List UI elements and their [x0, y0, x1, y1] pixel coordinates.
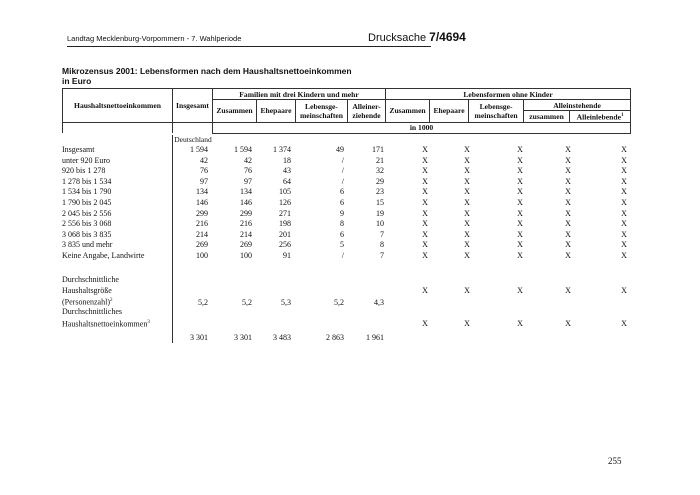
x-cell: X — [565, 229, 571, 239]
table-cell: 9 — [340, 208, 344, 218]
avg-income-label: Haushaltsnettoeinkommen$^3$ — [62, 319, 150, 329]
table-cell: 198 — [279, 219, 291, 229]
row-label: 1 278 bis 1 534 — [62, 176, 112, 186]
x-cell: X — [621, 240, 627, 250]
x-cell: X — [422, 319, 428, 328]
row-label: 2 045 bis 2 556 — [62, 208, 112, 218]
avg-size-label: (Personenzahl)$^2$ — [62, 297, 113, 307]
header-right — [368, 30, 466, 44]
x-cell: X — [517, 155, 523, 165]
col-fam-allein: Alleiner- ziehende — [348, 100, 386, 123]
table-cell: / — [341, 251, 344, 260]
table-cell: 21 — [376, 155, 384, 165]
table-cell: 3 483 — [273, 333, 291, 342]
table-cell: 214 — [240, 229, 252, 239]
table-cell: 100 — [196, 251, 208, 260]
x-cell: X — [464, 176, 470, 186]
region-label: Deutschland — [174, 135, 212, 144]
row-label: unter 920 Euro — [62, 155, 110, 165]
title-line-1: Mikrozensus 2001: Lebensformen nach dem Haushaltsnettoeinkommen — [62, 66, 352, 76]
col-fam-lebens: Lebensge- meinschaften — [296, 100, 348, 123]
col-families-group: Familien mit drei Kindern und mehr — [213, 89, 386, 100]
table-cell: 76 — [244, 166, 252, 176]
x-cell: X — [464, 219, 470, 229]
table-cell: 7 — [380, 229, 384, 239]
table-cell: 214 — [196, 229, 208, 239]
x-cell: X — [565, 208, 571, 218]
table-cell: / — [341, 155, 344, 165]
row-label: 3 835 und mehr — [62, 240, 113, 250]
x-cell: X — [621, 198, 627, 207]
title-line-2: in Euro — [62, 76, 92, 86]
table-cell: 134 — [196, 187, 208, 197]
table-cell: / — [341, 166, 344, 176]
x-cell: X — [621, 166, 627, 176]
x-cell: X — [565, 187, 571, 197]
col-nc-zusammen: Zusammen — [386, 100, 430, 123]
table-cell: 15 — [376, 198, 384, 207]
table-cell: 146 — [196, 198, 208, 207]
table-cell: 10 — [376, 219, 384, 229]
x-cell: X — [517, 176, 523, 186]
col-fam-zusammen: Zusammen — [213, 100, 257, 123]
table-cell: 5,2 — [242, 298, 252, 307]
x-cell: X — [464, 155, 470, 165]
table-cell: 126 — [279, 198, 291, 207]
table-cell: 5,3 — [281, 298, 291, 307]
row-label: Keine Angabe, Landwirte — [62, 251, 145, 260]
col-nochild-group: Lebensformen ohne Kinder — [386, 89, 631, 100]
x-cell: X — [517, 229, 523, 239]
row-label: Insgesamt — [62, 145, 95, 154]
table-cell: 64 — [283, 176, 291, 186]
x-cell: X — [464, 166, 470, 176]
x-cell: X — [565, 155, 571, 165]
table-cell: 6 — [340, 198, 344, 207]
x-cell: X — [621, 286, 627, 295]
table-header — [62, 88, 631, 134]
x-cell: X — [621, 251, 627, 260]
col-fam-ehepaare: Ehepaare — [257, 100, 296, 123]
table-cell: 7 — [380, 251, 384, 260]
table-cell: 49 — [336, 145, 344, 154]
x-cell: X — [422, 240, 428, 250]
x-cell: X — [517, 319, 523, 328]
x-cell: X — [422, 229, 428, 239]
x-cell: X — [565, 286, 571, 295]
table-cell: 42 — [200, 155, 208, 165]
table-cell: 4,3 — [374, 298, 384, 307]
table-cell: 269 — [196, 240, 208, 250]
table-cell: 8 — [340, 219, 344, 229]
table-cell: 100 — [240, 251, 252, 260]
x-cell: X — [565, 319, 571, 328]
x-cell: X — [621, 145, 627, 154]
table-cell: 134 — [240, 187, 252, 197]
row-label: 920 bis 1 278 — [62, 166, 106, 176]
x-cell: X — [565, 166, 571, 176]
table-cell: 97 — [244, 176, 252, 186]
x-cell: X — [517, 219, 523, 229]
x-cell: X — [464, 198, 470, 207]
table-cell: 171 — [372, 145, 384, 154]
x-cell: X — [464, 208, 470, 218]
x-cell: X — [464, 319, 470, 328]
col-nc-lebens: Lebensge- meinschaften — [469, 100, 524, 123]
table-cell: 5,2 — [198, 298, 208, 307]
table-cell: 76 — [200, 166, 208, 176]
table-cell: 19 — [376, 208, 384, 218]
x-cell: X — [422, 208, 428, 218]
table-title — [62, 66, 352, 86]
table-cell: 6 — [340, 187, 344, 197]
col-as-zusammen: zusammen — [524, 111, 570, 123]
x-cell: X — [565, 176, 571, 186]
row-label: 1 534 bis 1 790 — [62, 187, 112, 197]
x-cell: X — [517, 187, 523, 197]
table-cell: 256 — [279, 240, 291, 250]
col-nc-ehepaare: Ehepaare — [430, 100, 469, 123]
table-cell: 1 594 — [234, 145, 252, 154]
col-as-alleinlebende: Alleinlebende$^1$ — [570, 111, 631, 123]
table-cell: 2 863 — [326, 333, 344, 342]
table-cell: 29 — [376, 176, 384, 186]
x-cell: X — [422, 198, 428, 207]
x-cell: X — [422, 251, 428, 260]
header-divider — [67, 46, 431, 47]
row-label: 3 068 bis 3 835 — [62, 229, 112, 239]
drucksache-label: Drucksache — [368, 32, 427, 44]
x-cell: X — [517, 240, 523, 250]
header-left: Landtag Mecklenburg-Vorpommern - 7. Wahlperiode — [67, 34, 242, 43]
x-cell: X — [621, 319, 627, 328]
table-cell: 201 — [279, 229, 291, 239]
table-cell: 271 — [279, 208, 291, 218]
table-cell: / — [341, 176, 344, 186]
table-cell: 146 — [240, 198, 252, 207]
x-cell: X — [464, 251, 470, 260]
x-cell: X — [565, 219, 571, 229]
x-cell: X — [565, 198, 571, 207]
table-cell: 1 594 — [190, 145, 208, 154]
table-cell: 1 374 — [273, 145, 291, 154]
x-cell: X — [517, 286, 523, 295]
x-cell: X — [464, 229, 470, 239]
table-cell: 42 — [244, 155, 252, 165]
avg-size-label: Haushaltsgröße — [62, 285, 112, 295]
x-cell: X — [422, 187, 428, 197]
x-cell: X — [621, 176, 627, 186]
x-cell: X — [517, 251, 523, 260]
row-label: 1 790 bis 2 045 — [62, 198, 112, 207]
x-cell: X — [422, 145, 428, 154]
x-cell: X — [565, 251, 571, 260]
x-cell: X — [422, 166, 428, 176]
table-cell: 18 — [283, 155, 291, 165]
x-cell: X — [422, 219, 428, 229]
table-cell: 1 961 — [366, 333, 384, 342]
table-cell: 299 — [240, 208, 252, 218]
table-cell: 3 301 — [234, 333, 252, 342]
x-cell: X — [621, 187, 627, 197]
page-number: 255 — [608, 456, 622, 466]
table-cell: 6 — [340, 229, 344, 239]
col-total: Insgesamt — [173, 89, 213, 123]
unit-row: in 1000 — [213, 122, 631, 133]
x-cell: X — [422, 176, 428, 186]
x-cell: X — [621, 219, 627, 229]
x-cell: X — [422, 155, 428, 165]
x-cell: X — [565, 145, 571, 154]
table-cell: 23 — [376, 187, 384, 197]
table-cell: 299 — [196, 208, 208, 218]
table-cell: 8 — [380, 240, 384, 250]
table-cell: 43 — [283, 166, 291, 176]
table-cell: 5,2 — [334, 298, 344, 307]
col-income: Haushaltsnettoeinkommen — [63, 89, 173, 123]
table-cell: 269 — [240, 240, 252, 250]
table-cell: 216 — [240, 219, 252, 229]
x-cell: X — [464, 145, 470, 154]
table-cell: 5 — [340, 240, 344, 250]
table-cell: 3 301 — [190, 333, 208, 342]
x-cell: X — [621, 229, 627, 239]
x-cell: X — [517, 145, 523, 154]
x-cell: X — [464, 240, 470, 250]
table-cell: 216 — [196, 219, 208, 229]
avg-size-label: Durchschnittliche — [62, 275, 119, 284]
x-cell: X — [621, 155, 627, 165]
col-alleinstehende: Alleinstehende — [524, 100, 631, 111]
x-cell: X — [517, 166, 523, 176]
x-cell: X — [464, 187, 470, 197]
table-body — [62, 135, 630, 345]
table-cell: 32 — [376, 166, 384, 176]
row-label: 2 556 bis 3 068 — [62, 219, 112, 229]
x-cell: X — [517, 198, 523, 207]
table-cell: 97 — [200, 176, 208, 186]
x-cell: X — [464, 286, 470, 295]
x-cell: X — [621, 208, 627, 218]
x-cell: X — [517, 208, 523, 218]
avg-income-label: Durchschnittliches — [62, 307, 122, 316]
x-cell: X — [565, 240, 571, 250]
drucksache-number: 7/4694 — [429, 30, 466, 44]
x-cell: X — [422, 286, 428, 295]
table-cell: 91 — [283, 251, 291, 260]
table-cell: 105 — [279, 187, 291, 197]
